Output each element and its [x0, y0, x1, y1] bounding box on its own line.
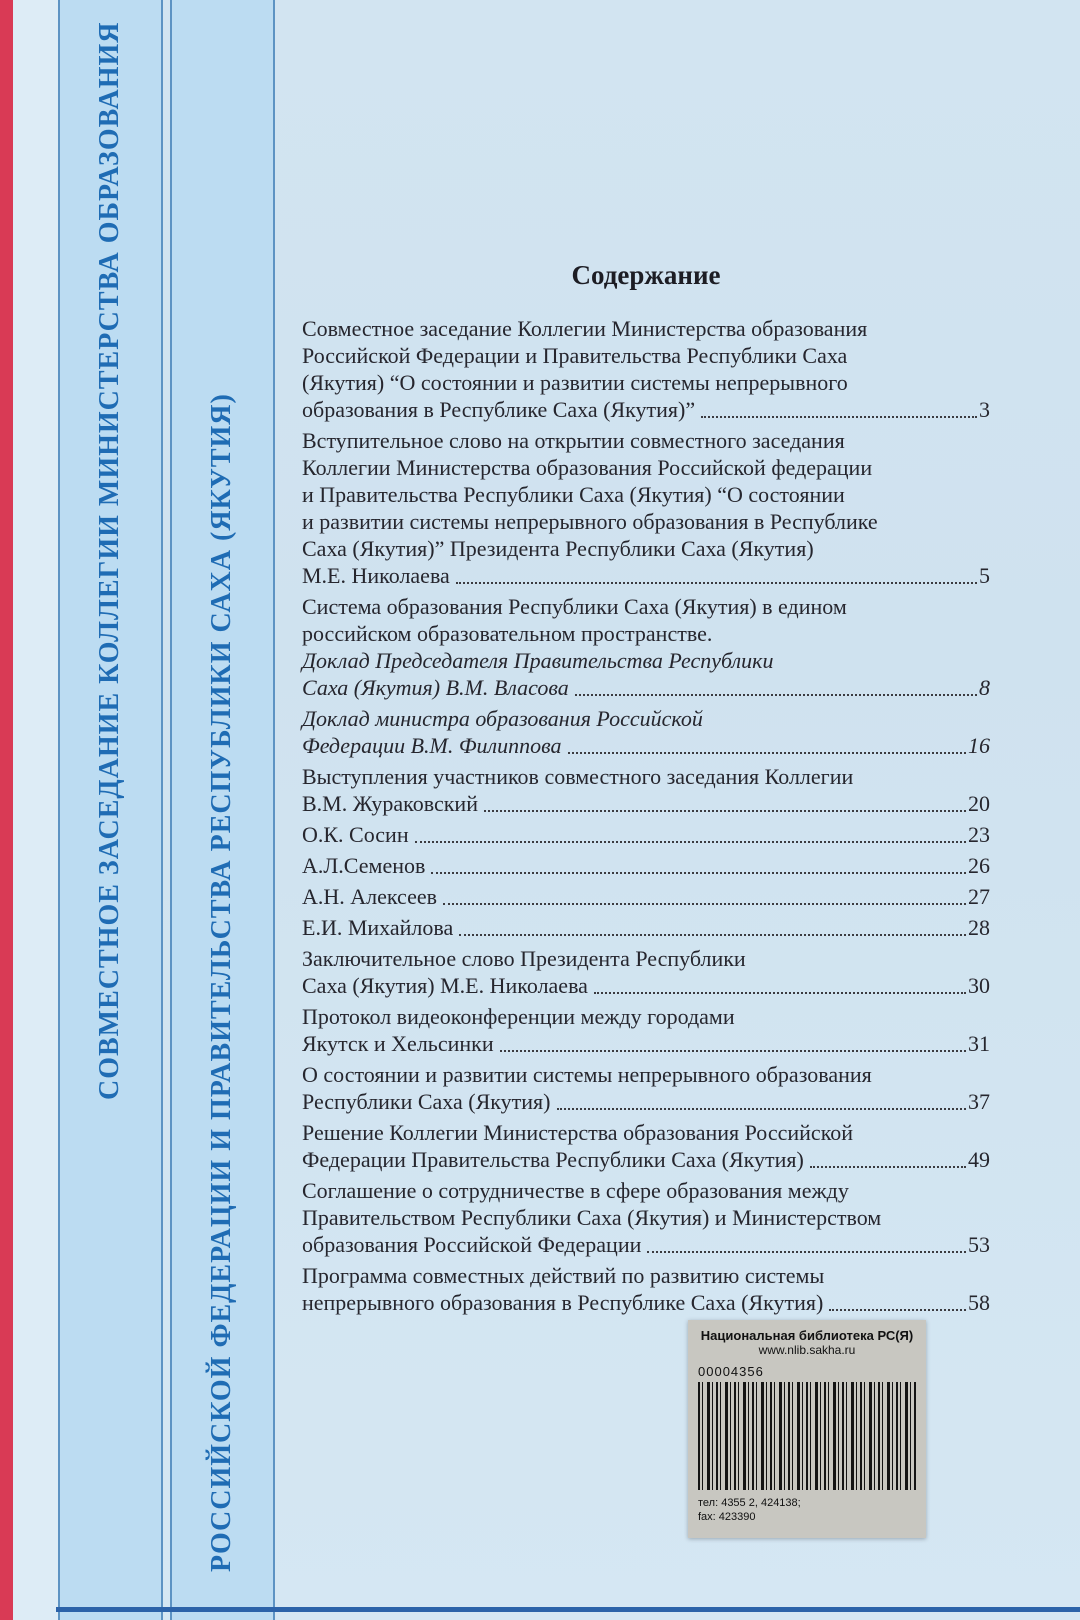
toc-line-text: Саха (Якутия) В.М. Власова	[302, 675, 569, 700]
toc-line	[302, 821, 990, 848]
toc-line-text: Заключительное слово Президента Республики	[302, 946, 746, 971]
toc-line-text: Система образования Республики Саха (Якутия) в едином	[302, 594, 847, 619]
dot-leader	[568, 752, 966, 754]
toc-entry	[302, 1262, 990, 1316]
toc-entry	[302, 427, 990, 589]
toc-line-text: Саха (Якутия)” Президента Республики Саха (Якутия)	[302, 536, 814, 561]
dot-leader	[594, 992, 966, 994]
toc-line-text: А.Л.Семенов	[302, 853, 426, 878]
toc-entry	[302, 945, 990, 999]
inventory-number: 00004356	[698, 1364, 764, 1379]
toc-line-text: и развитии системы непрерывного образования в Республике	[302, 509, 878, 534]
toc-line	[302, 790, 990, 817]
dot-leader	[810, 1166, 966, 1168]
toc-line-text: О.К. Сосин	[302, 822, 409, 847]
page-number: 8	[979, 675, 990, 700]
dot-leader	[443, 903, 966, 905]
toc-line	[302, 763, 990, 790]
scan-edge-red-strip	[0, 0, 13, 1620]
toc-line	[302, 1003, 990, 1030]
toc-entry	[302, 883, 990, 910]
toc-line	[302, 508, 990, 535]
dot-leader	[456, 582, 977, 584]
toc-line-text: непрерывного образования в Республике Саха (Якутия)	[302, 1290, 824, 1315]
toc-line	[302, 427, 990, 454]
toc-line	[302, 1088, 990, 1115]
toc-line	[302, 620, 990, 647]
dot-leader	[829, 1309, 966, 1311]
toc-line	[302, 674, 990, 701]
library-name: Национальная библиотека РС(Я)	[700, 1328, 914, 1343]
toc-entry	[302, 763, 990, 817]
toc-line	[302, 315, 990, 342]
toc-line-text: (Якутия) “О состоянии и развитии системы непрерывного	[302, 370, 848, 395]
toc-entry	[302, 852, 990, 879]
toc-line	[302, 972, 990, 999]
page-number: 30	[968, 973, 990, 998]
toc-line	[302, 1030, 990, 1057]
toc-line	[302, 1177, 990, 1204]
dot-leader	[431, 872, 966, 874]
toc-line-text: Федерации В.М. Филиппова	[302, 733, 562, 758]
toc-line	[302, 562, 990, 589]
toc-line	[302, 705, 990, 732]
page-number: 20	[968, 791, 990, 816]
dot-leader	[701, 416, 977, 418]
toc-line	[302, 342, 990, 369]
toc-line	[302, 647, 990, 674]
toc-entry	[302, 1061, 990, 1115]
page-title: Содержание	[571, 260, 721, 290]
toc-line-text: Федерации Правительства Республики Саха (Якутия)	[302, 1147, 804, 1172]
dot-leader	[415, 841, 966, 843]
toc-line-text: Республики Саха (Якутия)	[302, 1089, 551, 1114]
library-fax: fax: 423390	[698, 1511, 756, 1523]
toc-line-text: Выступления участников совместного заседания Коллегии	[302, 764, 854, 789]
library-url: www.nlib.sakha.ru	[758, 1343, 856, 1357]
bottom-rule	[56, 1607, 1080, 1612]
page-number: 53	[968, 1232, 990, 1257]
page-number: 58	[968, 1290, 990, 1315]
toc-line-text: Якутск и Хельсинки	[302, 1031, 494, 1056]
toc-line	[302, 454, 990, 481]
toc-line-text: Программа совместных действий по развитию системы	[302, 1263, 825, 1288]
band-caption-federation: РОССИЙСКОЙ ФЕДЕРАЦИИ И ПРАВИТЕЛЬСТВА РЕСПУБЛИКИ САХА (ЯКУТИЯ)	[206, 393, 237, 1572]
toc-line	[302, 1289, 990, 1316]
page-number: 5	[979, 563, 990, 588]
toc-line-text: В.М. Жураковский	[302, 791, 478, 816]
toc-line	[302, 1119, 990, 1146]
toc-line-text: Коллегии Министерства образования Российской федерации	[302, 455, 873, 480]
toc-entry	[302, 705, 990, 759]
toc-line	[302, 1204, 990, 1231]
toc-line-text: Вступительное слово на открытии совместного заседания	[302, 428, 845, 453]
band-caption-ministry: СОВМЕСТНОЕ ЗАСЕДАНИЕ КОЛЛЕГИИ МИНИСТЕРСТВА ОБРАЗОВАНИЯ	[94, 21, 125, 1100]
toc-line	[302, 914, 990, 941]
page-number: 16	[968, 733, 990, 758]
toc-entry	[302, 821, 990, 848]
library-barcode-sticker	[688, 1320, 926, 1538]
toc-line	[302, 396, 990, 423]
toc-line-text: О состоянии и развитии системы непрерывного образования	[302, 1062, 872, 1087]
dot-leader	[484, 810, 966, 812]
toc-entry	[302, 1177, 990, 1258]
toc-entry	[302, 315, 990, 423]
toc-line	[302, 481, 990, 508]
toc-line	[302, 1061, 990, 1088]
page-number: 31	[968, 1031, 990, 1056]
toc-line-text: Совместное заседание Коллегии Министерства образования	[302, 316, 868, 341]
dot-leader	[459, 934, 966, 936]
toc-entry	[302, 1003, 990, 1057]
page-number: 3	[979, 397, 990, 422]
library-phone: тел: 4355 2, 424138;	[698, 1497, 801, 1509]
toc-line-text: образования Российской Федерации	[302, 1232, 642, 1257]
toc-line	[302, 883, 990, 910]
toc-line-text: российском образовательном пространстве.	[302, 621, 713, 646]
toc-line	[302, 1231, 990, 1258]
dot-leader	[647, 1251, 966, 1253]
toc-line	[302, 732, 990, 759]
toc-line-text: А.Н. Алексеев	[302, 884, 437, 909]
page-number: 49	[968, 1147, 990, 1172]
toc-line	[302, 852, 990, 879]
toc-line-text: Протокол видеоконференции между городами	[302, 1004, 735, 1029]
toc-line-text: и Правительства Республики Саха (Якутия) “О состоянии	[302, 482, 845, 507]
toc-entry	[302, 593, 990, 701]
toc-line-text: Соглашение о сотрудничестве в сфере образования между	[302, 1178, 849, 1203]
dot-leader	[557, 1108, 967, 1110]
toc-line-text: Доклад министра образования Российской	[302, 706, 703, 731]
toc-line	[302, 945, 990, 972]
page-number: 37	[968, 1089, 990, 1114]
toc-entry	[302, 914, 990, 941]
toc-line-text: Правительством Республики Саха (Якутия) и Министерством	[302, 1205, 882, 1230]
toc-line-text: образования в Республике Саха (Якутия)”	[302, 397, 696, 422]
dot-leader	[500, 1050, 966, 1052]
page-number: 23	[968, 822, 990, 847]
page-number: 27	[968, 884, 990, 909]
page-number: 28	[968, 915, 990, 940]
toc-line-text: М.Е. Николаева	[302, 563, 450, 588]
toc-line	[302, 1146, 990, 1173]
toc-line-text: Доклад Председателя Правительства Республики	[302, 648, 774, 673]
toc-line-text: Решение Коллегии Министерства образования Российской	[302, 1120, 854, 1145]
toc-line	[302, 593, 990, 620]
toc-line-text: Саха (Якутия) М.Е. Николаева	[302, 973, 588, 998]
toc-line	[302, 369, 990, 396]
table-of-contents	[302, 260, 990, 1320]
scan-edge-gap-strip	[13, 0, 58, 1620]
toc-list	[302, 315, 990, 1316]
barcode	[698, 1382, 916, 1490]
dot-leader	[575, 694, 977, 696]
toc-line-text: Е.И. Михайлова	[302, 915, 454, 940]
toc-line	[302, 1262, 990, 1289]
page-number: 26	[968, 853, 990, 878]
toc-line	[302, 535, 990, 562]
toc-line-text: Российской Федерации и Правительства Республики Саха	[302, 343, 848, 368]
toc-entry	[302, 1119, 990, 1173]
